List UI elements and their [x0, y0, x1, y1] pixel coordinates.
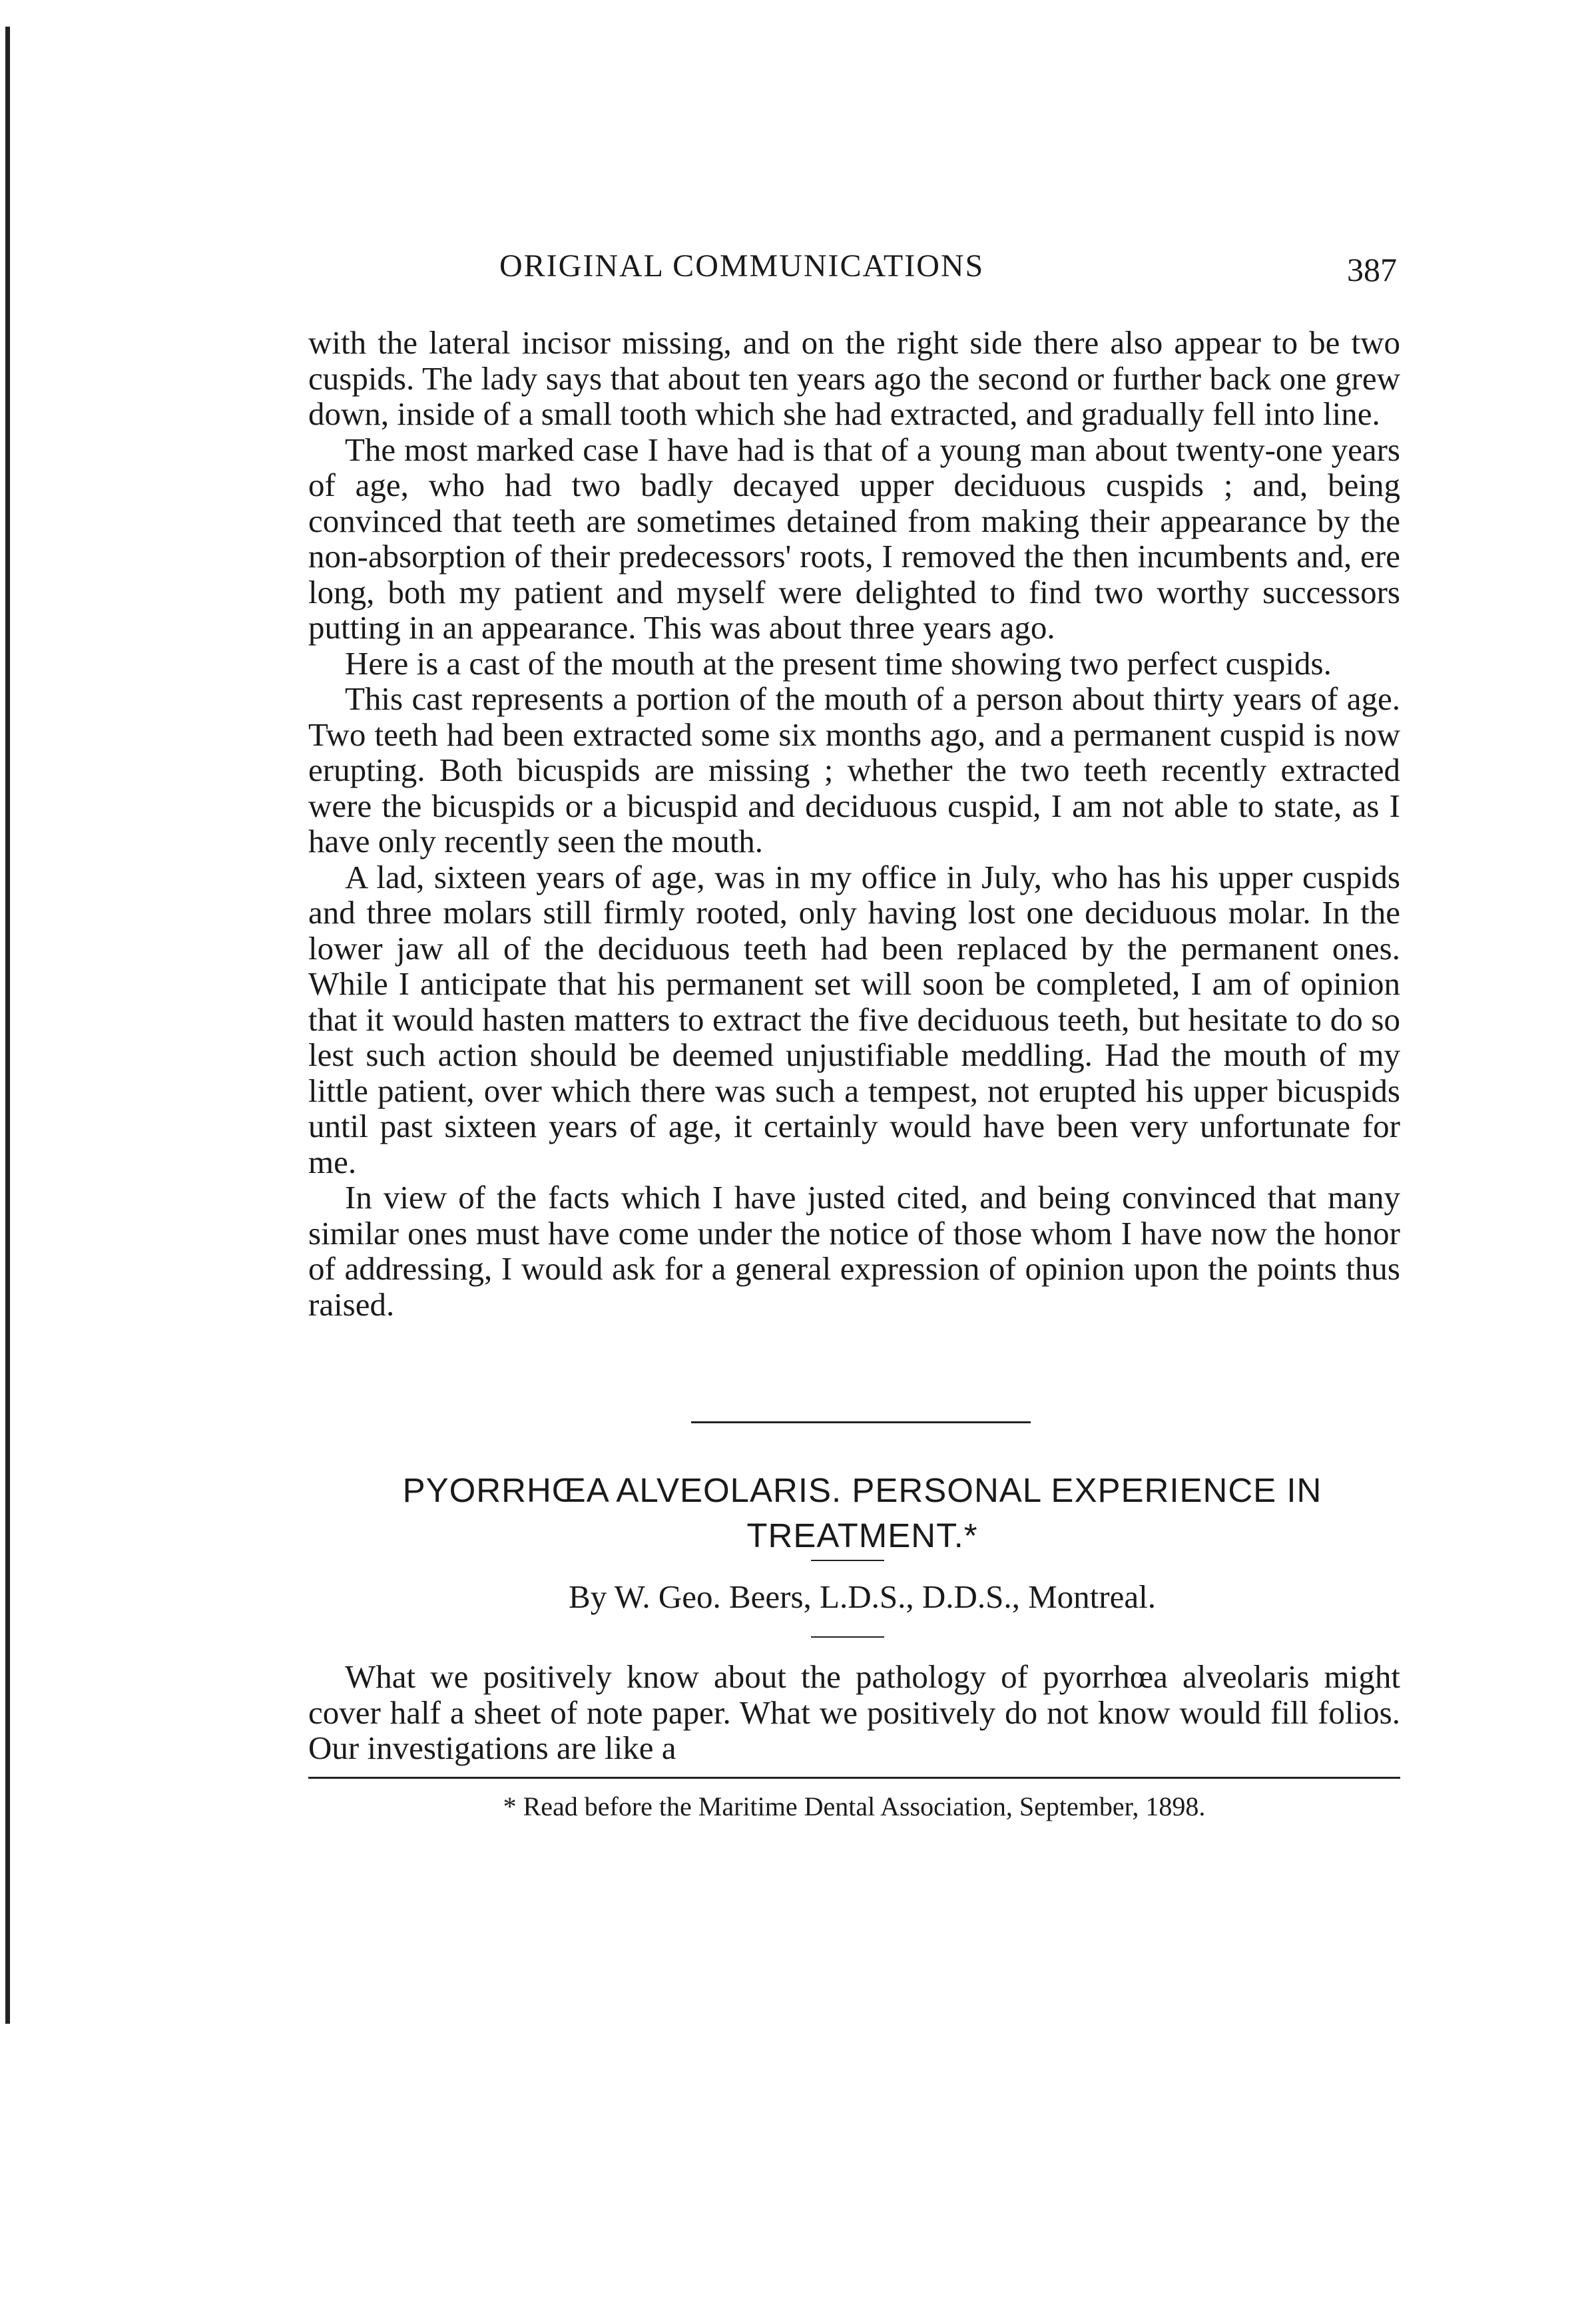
title-rule — [811, 1560, 884, 1561]
running-head-title: ORIGINAL COMMUNICATIONS — [499, 248, 985, 284]
running-head — [493, 248, 1397, 294]
paragraph-cast-thirty-years: This cast represents a portion of the mouth of a person about thirty years of age. Two teeth had been extracted some six months ago, and a permanent cuspid is now erupting. Both bicuspids are missing ; whether the two teeth recently extracted were the bicuspids or a bicuspid and deciduous cuspid, I am not able to state, as I have only recently seen the mouth. — [308, 680, 1400, 859]
footnote: * Read before the Maritime Dental Association, September, 1898. — [503, 1791, 1206, 1821]
page-number: 387 — [1347, 251, 1397, 288]
paragraph-marked-case: The most marked case I have had is that of a young man about twenty-one years of age, who had two badly decayed upper deciduous cuspids ; and, being convinced that teeth are sometimes detained from making their appearance by the non-absorption of their predecessors' roots, I removed the then incumbents and, ere long, both my patient and myself were delighted to find two worthy successors putting in an appearance. This was about three years ago. — [308, 431, 1400, 646]
paragraph-cast-present: Here is a cast of the mouth at the present time showing two perfect cuspids. — [345, 644, 1332, 682]
article-body — [308, 1659, 1400, 1766]
article-byline: By W. Geo. Beers, L.D.S., D.D.S., Montreal. — [569, 1578, 1156, 1615]
section-divider — [691, 1421, 1031, 1423]
footnote-rule — [308, 1777, 1400, 1779]
paragraph-continuation: with the lateral incisor missing, and on the right side there also appear to be two cuspids. The lady says that about ten years ago the second or further back one grew down, inside of a small tooth which she had extracted, and gradually fell into line. — [308, 324, 1400, 432]
byline-rule — [811, 1636, 884, 1638]
paragraph-conclusion: In view of the facts which I have justed cited, and being convinced that many similar ones must have come under the notice of those whom I have now the honor of addressing, I would ask for a general expression of opinion upon the points thus raised. — [308, 1179, 1400, 1323]
page-edge-shadow — [5, 27, 10, 2024]
paragraph-lad-sixteen: A lad, sixteen years of age, was in my office in July, who has his upper cuspids and three molars still firmly rooted, only having lost one deciduous molar. In the lower jaw all of the deciduous teeth had been replaced by the permanent ones. While I anticipate that his permanent set will soon be completed, I am of opinion that it would hasten matters to extract the five deciduous teeth, but hesitate to do so lest such action should be deemed unjustifiable meddling. Had the mouth of my little patient, over which there was such a tempest, not erupted his upper bicuspids until past sixteen years of age, it certainly would have been very unfortunate for me. — [308, 858, 1400, 1180]
article-opening-paragraph: What we positively know about the pathology of pyorrhœa alveolaris might cover half a sheet of note paper. What we positively do not know would fill folios. Our investigations are like a — [308, 1658, 1400, 1766]
article-title: PYORRHŒA ALVEOLARIS. PERSONAL EXPERIENCE IN TREATMENT.* — [402, 1471, 1322, 1554]
body-text — [308, 325, 1400, 1322]
